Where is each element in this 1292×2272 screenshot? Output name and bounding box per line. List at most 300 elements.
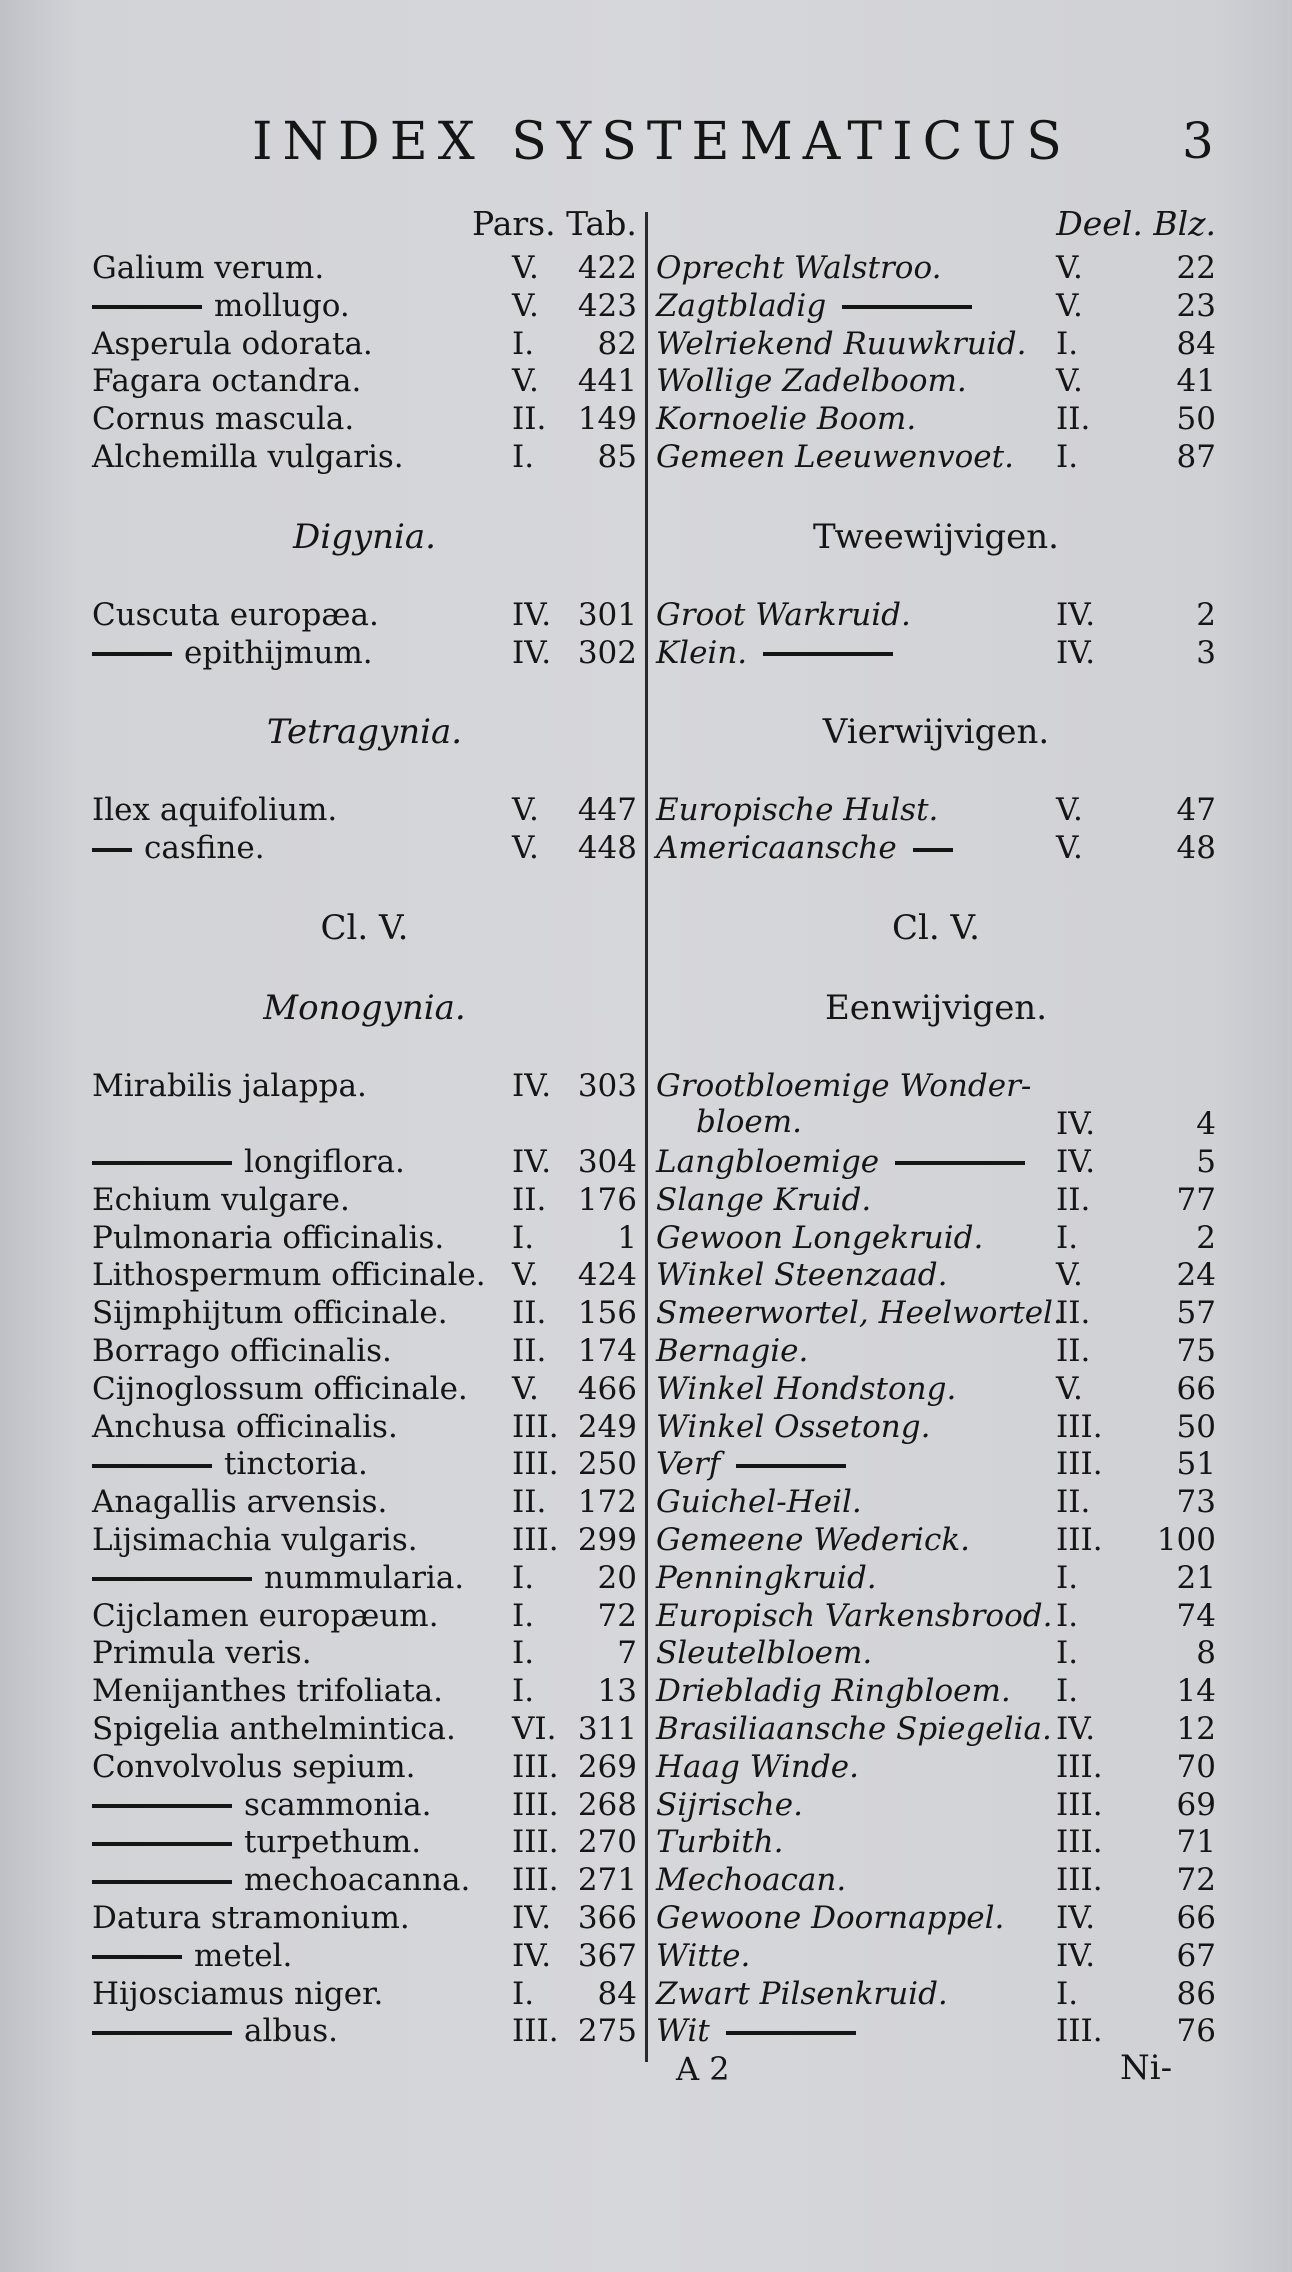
entry-text: Turbith. (656, 1824, 784, 1861)
entry-name (92, 1673, 443, 1709)
entry-name (656, 326, 1026, 362)
ditto-rule (763, 652, 893, 656)
plate-number: 299 (577, 1521, 637, 1558)
entry-name (92, 326, 373, 362)
entry-text: Europisch Varkensbrood. (656, 1597, 1053, 1634)
plate-number: 366 (577, 1899, 637, 1936)
entry-text: Smeerwortel, Heelwortel. (656, 1295, 1063, 1332)
index-entry (92, 1220, 637, 1258)
part-number: IV. (512, 1899, 552, 1936)
plate-number: 23 (1176, 287, 1216, 324)
entry-text: albus. (244, 2013, 338, 2050)
part-number: IV. (1056, 1710, 1096, 1747)
entry-list (656, 250, 1216, 477)
ditto-rule (92, 1464, 212, 1468)
index-entry (92, 1446, 637, 1484)
entry-text: Gemeen Leeuwenvoet. (656, 438, 1014, 475)
ditto-rule (842, 305, 972, 309)
entry-name (656, 1522, 970, 1558)
plate-number: 84 (1176, 325, 1216, 362)
entry-name (656, 1635, 872, 1671)
part-number: I. (1056, 1673, 1079, 1710)
entry-name (656, 1787, 803, 1823)
entry-list (656, 792, 1216, 868)
class-heading: Cl. V. (892, 907, 980, 948)
section-heading: Monogynia. (263, 987, 466, 1028)
plate-number: 367 (577, 1937, 637, 1974)
entry-name (92, 1182, 350, 1218)
entry-text: Cijnoglossum officinale. (92, 1370, 468, 1407)
index-entry (656, 597, 1216, 635)
ditto-rule (913, 848, 953, 852)
entry-text: Anagallis arvensis. (92, 1484, 388, 1521)
column-divider (645, 212, 648, 2062)
plate-number: 176 (577, 1181, 637, 1218)
plate-number: 1 (617, 1219, 637, 1256)
entry-text: Europische Hulst. (656, 792, 939, 829)
index-entry (92, 1673, 637, 1711)
entry-text: Winkel Ossetong. (656, 1408, 931, 1445)
entry-text: epithijmum. (184, 634, 373, 671)
plate-number: 271 (577, 1862, 637, 1899)
plate-number: 311 (577, 1710, 637, 1747)
column-header (92, 204, 637, 250)
entry-name (656, 830, 953, 866)
part-number: VI. (512, 1710, 557, 1747)
plate-number: 41 (1176, 363, 1216, 400)
index-entry (92, 1976, 637, 2014)
plate-number: 70 (1176, 1748, 1216, 1785)
part-number: II. (512, 1295, 547, 1332)
ditto-rule (92, 1161, 232, 1165)
index-entry (92, 1749, 637, 1787)
entry-name (656, 1295, 1063, 1331)
plate-number: 87 (1176, 438, 1216, 475)
entry-text: Penningkruid. (656, 1559, 877, 1596)
part-number: II. (1056, 1332, 1091, 1369)
part-number: I. (1056, 438, 1079, 475)
entry-text: turpethum. (244, 1824, 422, 1861)
entry-list (656, 1068, 1216, 2051)
entry-name (92, 1295, 448, 1331)
index-entry (656, 401, 1216, 439)
index-entry (656, 792, 1216, 830)
entry-text: Lithospermum officinale. (92, 1257, 486, 1294)
plate-number: 422 (577, 250, 637, 286)
index-entry (656, 1522, 1216, 1560)
entry-text: Gewoon Longekruid. (656, 1219, 984, 1256)
ditto-rule (92, 305, 202, 309)
entry-name (92, 288, 350, 324)
plate-number: 304 (577, 1143, 637, 1180)
entry-text: Hijosciamus niger. (92, 1975, 384, 2012)
entry-text: Bernagie. (656, 1332, 809, 1369)
part-number: III. (1056, 1824, 1103, 1861)
index-entry (92, 401, 637, 439)
plate-number: 174 (577, 1332, 637, 1369)
ditto-rule (92, 848, 132, 852)
entry-name (92, 1333, 392, 1369)
plate-number: 172 (577, 1484, 637, 1521)
entry-name (92, 1484, 387, 1520)
entry-text: Mirabilis jalappa. (92, 1067, 367, 1104)
plate-number: 76 (1176, 2013, 1216, 2050)
entry-name (656, 635, 893, 671)
index-entry (92, 1371, 637, 1409)
index-entry (92, 1635, 637, 1673)
entry-text: Groot Warkruid. (656, 596, 911, 633)
index-entry (656, 1484, 1216, 1522)
plate-number: 466 (577, 1370, 637, 1407)
index-entry (92, 1522, 637, 1560)
plate-number: 447 (577, 792, 637, 829)
entry-text: Cijclamen europæum. (92, 1597, 439, 1634)
entry-text: Grootbloemige Wonder- (656, 1067, 1032, 1104)
entry-name (92, 1257, 486, 1293)
entry-text: Menijanthes trifoliata. (92, 1673, 443, 1710)
entry-text: Galium verum. (92, 250, 325, 286)
plate-number: 21 (1176, 1559, 1216, 1596)
entry-name (656, 1862, 846, 1898)
entry-text: tinctoria. (224, 1446, 368, 1483)
entry-name (656, 1068, 1031, 1140)
index-entry (656, 1900, 1216, 1938)
page-number: 3 (1182, 112, 1214, 170)
part-number: IV. (512, 634, 552, 671)
entry-text: Cornus mascula. (92, 401, 355, 438)
part-number: II. (1056, 401, 1091, 438)
part-number: IV. (1056, 1143, 1096, 1180)
entry-text: Zwart Pilsenkruid. (656, 1975, 948, 2012)
index-entry (92, 250, 637, 288)
entry-name (92, 2013, 338, 2049)
part-number: I. (1056, 1219, 1079, 1256)
plate-number: 86 (1176, 1975, 1216, 2012)
index-entry (656, 635, 1216, 673)
entry-text: Klein. (656, 634, 748, 671)
plate-number: 85 (597, 438, 637, 475)
entry-text: Driebladig Ringbloem. (656, 1673, 1011, 1710)
part-number: II. (1056, 1181, 1091, 1218)
entry-name (92, 1862, 470, 1898)
part-number: IV. (1056, 596, 1096, 633)
index-entry (656, 1598, 1216, 1636)
plate-number: 82 (597, 325, 637, 362)
part-number: IV. (1056, 1899, 1096, 1936)
index-entry (92, 1257, 637, 1295)
entry-text: mechoacanna. (244, 1862, 471, 1899)
part-number: IV. (512, 1067, 552, 1104)
entry-text: Wit (656, 2013, 710, 2050)
index-entry (92, 635, 637, 673)
entry-name (656, 2013, 856, 2049)
part-number: I. (512, 1219, 535, 1256)
entry-text: Sijmphijtum officinale. (92, 1295, 448, 1332)
part-number: V. (1056, 287, 1083, 324)
class-heading: Cl. V. (320, 907, 409, 948)
catchword: Ni- (1120, 2048, 1173, 2088)
section-heading: Tweewijvigen. (812, 516, 1059, 557)
index-entry (656, 1333, 1216, 1371)
index-entry (92, 326, 637, 364)
plate-number: 270 (577, 1824, 637, 1861)
part-number: II. (512, 401, 547, 438)
index-entry (656, 2013, 1216, 2051)
part-number: III. (512, 1862, 559, 1899)
part-number: III. (512, 2013, 559, 2050)
plate-number: 66 (1176, 1370, 1216, 1407)
plate-number: 50 (1176, 1408, 1216, 1445)
entry-name (92, 439, 404, 475)
entry-name (92, 1711, 456, 1747)
entry-name (656, 1144, 1025, 1180)
part-number: V. (512, 250, 539, 286)
plate-number: 57 (1176, 1295, 1216, 1332)
plate-number: 3 (1196, 634, 1216, 671)
plate-number: 302 (577, 634, 637, 671)
part-number: V. (1056, 830, 1083, 867)
index-entry (656, 1749, 1216, 1787)
part-number: III. (512, 1786, 559, 1823)
part-number: II. (512, 1332, 547, 1369)
part-number: IV. (1056, 1937, 1096, 1974)
plate-number: 8 (1196, 1635, 1216, 1672)
entry-name (656, 1484, 862, 1520)
part-number: V. (512, 363, 539, 400)
entry-text: Mechoacan. (656, 1862, 847, 1899)
index-entry (656, 326, 1216, 364)
section-heading: Digynia. (293, 516, 436, 557)
index-entry (92, 1862, 637, 1900)
plate-number: 249 (577, 1408, 637, 1445)
entry-name (656, 1673, 1011, 1709)
part-number: I. (512, 1597, 535, 1634)
part-number: II. (512, 1484, 547, 1521)
entry-list (92, 792, 637, 868)
part-number: V. (1056, 1370, 1083, 1407)
index-entry (92, 439, 637, 477)
index-entry (92, 1560, 637, 1598)
plate-number: 77 (1176, 1181, 1216, 1218)
entry-name (656, 1182, 871, 1218)
entry-name (92, 1976, 383, 2012)
index-entry (656, 1220, 1216, 1258)
entry-name (92, 1371, 468, 1407)
plate-number: 2 (1196, 1219, 1216, 1256)
entry-name (656, 1749, 859, 1785)
section-heading: Tetragynia. (266, 712, 463, 753)
entry-name (92, 1144, 405, 1180)
entry-text: Winkel Hondstong. (656, 1370, 957, 1407)
part-number: II. (512, 1181, 547, 1218)
plate-number: 66 (1176, 1899, 1216, 1936)
index-entry (92, 1144, 637, 1182)
entry-text: Echium vulgare. (92, 1181, 350, 1218)
entry-text: Americaansche (656, 830, 897, 867)
part-number: I. (1056, 1975, 1079, 2012)
entry-text: Welriekend Ruuwkruid. (656, 325, 1027, 362)
part-number: V. (1056, 792, 1083, 829)
plate-number: 100 (1156, 1521, 1216, 1558)
plate-number: 69 (1176, 1786, 1216, 1823)
entry-name (656, 1257, 947, 1293)
entry-name (656, 363, 967, 399)
part-number: V. (1056, 1257, 1083, 1294)
index-entry (92, 1409, 637, 1447)
entry-name (92, 1220, 444, 1256)
entry-text: Haag Winde. (656, 1748, 859, 1785)
plate-number: 2 (1196, 596, 1216, 633)
entry-text: Spigelia anthelmintica. (92, 1710, 456, 1747)
index-entry (656, 1673, 1216, 1711)
index-entry (656, 830, 1216, 868)
ditto-rule (92, 2031, 232, 2035)
ditto-rule (895, 1161, 1025, 1165)
entry-name (92, 1749, 416, 1785)
index-entry (656, 1295, 1216, 1333)
index-entry (656, 1635, 1216, 1673)
plate-number: 4 (1196, 1105, 1216, 1142)
index-entry (656, 439, 1216, 477)
entry-name (92, 1598, 439, 1634)
entry-text: Winkel Steenzaad. (656, 1257, 948, 1294)
index-entry (92, 792, 637, 830)
entry-name (656, 250, 941, 286)
entry-name (92, 1522, 418, 1558)
entry-name (656, 1900, 1004, 1936)
section-heading: Eenwijvigen. (824, 987, 1048, 1028)
entry-text: Lijsimachia vulgaris. (92, 1521, 418, 1558)
plate-number: 448 (577, 830, 637, 867)
signature-mark: A 2 (676, 2050, 730, 2088)
index-entry (656, 1257, 1216, 1295)
entry-list (92, 597, 637, 673)
ditto-rule (726, 2031, 856, 2035)
part-number: III. (512, 1521, 559, 1558)
index-entry (656, 1787, 1216, 1825)
part-number: V. (1056, 250, 1083, 286)
part-number: IV. (1056, 634, 1096, 671)
plate-number: 67 (1176, 1937, 1216, 1974)
entry-text: Primula veris. (92, 1635, 312, 1672)
entry-name (92, 1409, 398, 1445)
plate-number: 269 (577, 1748, 637, 1785)
entry-text: Kornoelie Boom. (656, 401, 917, 438)
part-number: I. (1056, 325, 1079, 362)
plate-number: 301 (577, 596, 637, 633)
entry-name (656, 439, 1014, 475)
entry-name (92, 1635, 312, 1671)
running-title: INDEX SYSTEMATICUS (252, 112, 1072, 172)
entry-text: nummularia. (264, 1559, 465, 1596)
ditto-rule (736, 1464, 846, 1468)
index-entry (92, 1333, 637, 1371)
entry-name (92, 250, 324, 286)
plate-number: 13 (597, 1673, 637, 1710)
entry-text: metel. (194, 1937, 293, 1974)
entry-text: Slange Kruid. (656, 1181, 872, 1218)
entry-text: Gewoone Doornappel. (656, 1899, 1005, 1936)
entry-text: Sijrische. (656, 1786, 803, 1823)
index-entry (92, 1182, 637, 1220)
entry-text: Gemeene Wederick. (656, 1521, 970, 1558)
entry-name (92, 792, 337, 828)
entry-text: Ilex aquifolium. (92, 792, 338, 829)
plate-number: 250 (577, 1446, 637, 1483)
index-entry (656, 1938, 1216, 1976)
entry-text: Zagtbladig (656, 287, 827, 324)
plate-number: 14 (1176, 1673, 1216, 1710)
part-number: V. (512, 1370, 539, 1407)
index-entry (656, 1068, 1216, 1144)
entry-text: Borrago officinalis. (92, 1332, 392, 1369)
part-number: III. (1056, 1786, 1103, 1823)
index-entry (92, 1598, 637, 1636)
plate-number: 50 (1176, 401, 1216, 438)
part-number: IV. (512, 596, 552, 633)
index-entry (92, 597, 637, 635)
plate-number: 7 (617, 1635, 637, 1672)
entry-name (656, 1220, 983, 1256)
entry-name (656, 1824, 784, 1860)
entry-text: Pulmonaria officinalis. (92, 1219, 445, 1256)
index-entry (656, 1446, 1216, 1484)
index-entry (656, 1560, 1216, 1598)
part-number: I. (1056, 1559, 1079, 1596)
entry-name (92, 1900, 410, 1936)
dutch-column (656, 204, 1216, 2051)
part-number: III. (1056, 1748, 1103, 1785)
part-number: I. (512, 1673, 535, 1710)
ditto-rule (92, 1577, 252, 1581)
entry-text: Alchemilla vulgaris. (92, 438, 404, 475)
index-entry (92, 288, 637, 326)
entry-text: Wollige Zadelboom. (656, 363, 967, 400)
entry-name (656, 401, 916, 437)
index-entry (92, 1787, 637, 1825)
part-number: I. (512, 1635, 535, 1672)
plate-number: 268 (577, 1786, 637, 1823)
index-entry (656, 250, 1216, 288)
part-number: V. (512, 1257, 539, 1294)
entry-text: Fagara octandra. (92, 363, 362, 400)
latin-column (92, 204, 637, 2051)
plate-number: 303 (577, 1067, 637, 1104)
index-entry (92, 830, 637, 868)
entry-name (656, 1333, 808, 1369)
entry-text: mollugo. (214, 287, 350, 324)
part-number: II. (1056, 1295, 1091, 1332)
part-number: II. (1056, 1484, 1091, 1521)
part-number: I. (512, 438, 535, 475)
entry-text-continued: bloem. (696, 1103, 803, 1140)
entry-list (92, 250, 637, 477)
entry-text: Guichel-Heil. (656, 1484, 862, 1521)
index-entry (92, 1295, 637, 1333)
part-number: I. (1056, 1635, 1079, 1672)
entry-name (92, 401, 354, 437)
entry-text: longiflora. (244, 1143, 405, 1180)
plate-number: 72 (597, 1597, 637, 1634)
part-number: I. (512, 1975, 535, 2012)
entry-name (92, 1824, 421, 1860)
entry-text: Verf (656, 1446, 721, 1483)
ditto-rule (92, 1880, 232, 1884)
part-number: III. (512, 1408, 559, 1445)
part-number: V. (512, 287, 539, 324)
part-number: III. (1056, 1521, 1103, 1558)
part-number: IV. (1056, 1105, 1096, 1142)
